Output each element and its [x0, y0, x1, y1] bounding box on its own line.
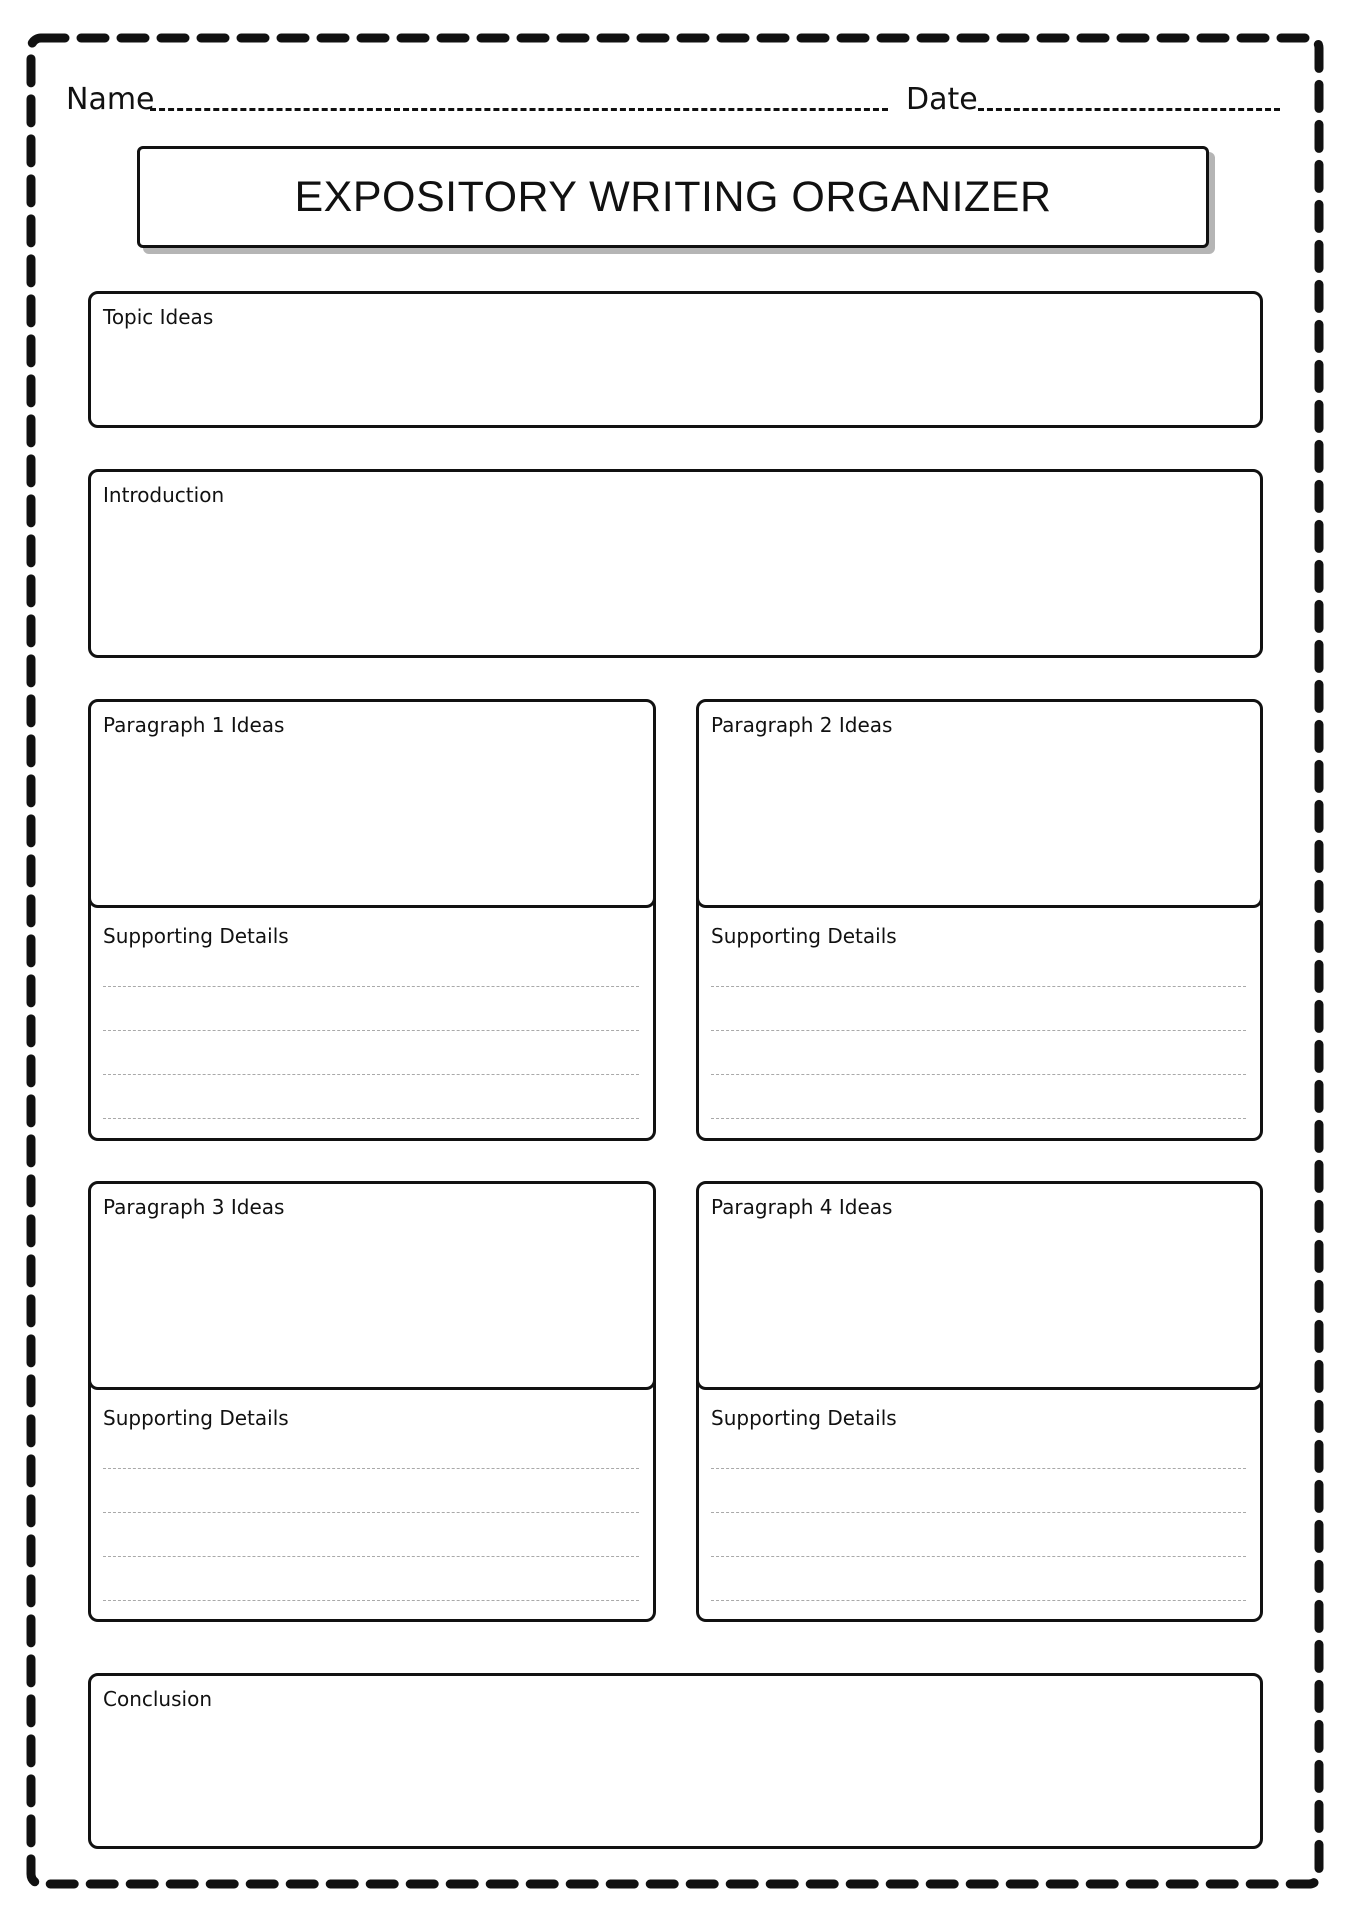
writing-line — [711, 1600, 1246, 1601]
paragraph-1-details-box[interactable] — [88, 898, 656, 1141]
writing-line — [103, 1118, 639, 1119]
paragraph-1-details-label: Supporting Details — [103, 924, 289, 948]
conclusion-box[interactable] — [88, 1673, 1263, 1849]
writing-line — [711, 1030, 1246, 1031]
writing-line — [103, 1512, 639, 1513]
conclusion-label: Conclusion — [103, 1687, 212, 1711]
title-banner — [137, 146, 1209, 248]
topic-ideas-label: Topic Ideas — [103, 305, 214, 329]
date-field-line[interactable] — [978, 108, 1280, 111]
name-field-line[interactable] — [150, 108, 888, 111]
writing-line — [711, 1074, 1246, 1075]
writing-line — [103, 986, 639, 987]
paragraph-3-ideas-box[interactable] — [88, 1181, 656, 1390]
paragraph-2-details-box[interactable] — [696, 898, 1263, 1141]
writing-line — [103, 1074, 639, 1075]
paragraph-4-ideas-label: Paragraph 4 Ideas — [711, 1195, 893, 1219]
topic-ideas-box[interactable] — [88, 291, 1263, 428]
introduction-label: Introduction — [103, 483, 225, 507]
writing-line — [711, 1118, 1246, 1119]
writing-line — [103, 1030, 639, 1031]
date-label: Date — [906, 82, 978, 117]
writing-line — [711, 986, 1246, 987]
writing-line — [103, 1600, 639, 1601]
paragraph-1-ideas-label: Paragraph 1 Ideas — [103, 713, 285, 737]
writing-line — [103, 1556, 639, 1557]
writing-line — [711, 1512, 1246, 1513]
name-label: Name — [66, 82, 155, 117]
writing-line — [711, 1556, 1246, 1557]
paragraph-4-details-label: Supporting Details — [711, 1406, 897, 1430]
paragraph-4-ideas-box[interactable] — [696, 1181, 1263, 1390]
paragraph-1-ideas-box[interactable] — [88, 699, 656, 908]
paragraph-2-ideas-label: Paragraph 2 Ideas — [711, 713, 893, 737]
paragraph-2-details-label: Supporting Details — [711, 924, 897, 948]
page-title: EXPOSITORY WRITING ORGANIZER — [294, 172, 1052, 221]
paragraph-3-details-box[interactable] — [88, 1380, 656, 1622]
writing-line — [711, 1468, 1246, 1469]
paragraph-2-ideas-box[interactable] — [696, 699, 1263, 908]
introduction-box[interactable] — [88, 469, 1263, 658]
writing-line — [103, 1468, 639, 1469]
paragraph-4-details-box[interactable] — [696, 1380, 1263, 1622]
paragraph-3-details-label: Supporting Details — [103, 1406, 289, 1430]
paragraph-3-ideas-label: Paragraph 3 Ideas — [103, 1195, 285, 1219]
